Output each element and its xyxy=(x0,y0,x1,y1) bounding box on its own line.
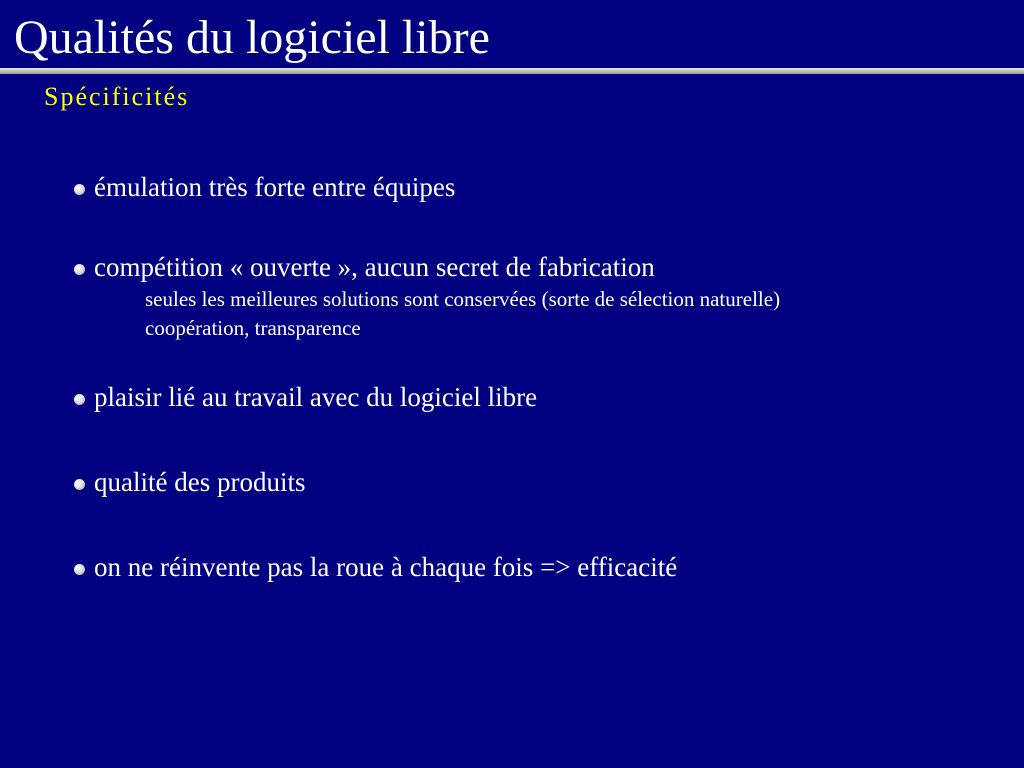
bullet-item-1 xyxy=(74,172,455,202)
title-divider xyxy=(0,68,1024,74)
bullet-item-2 xyxy=(74,252,655,282)
sub-item-1: seules les meilleures solutions sont conservées (sorte de sélection naturelle) xyxy=(145,287,781,311)
bullet-dot-icon xyxy=(74,479,85,490)
bullet-item-5 xyxy=(74,552,677,582)
bullet-item-3 xyxy=(74,382,537,412)
bullet-item-4 xyxy=(74,467,305,497)
sub-item-2: coopération, transparence xyxy=(145,316,361,340)
bullet-dot-icon xyxy=(74,264,85,275)
bullet-text: on ne réinvente pas la roue à chaque fois => efficacité xyxy=(94,552,678,582)
bullet-dot-icon xyxy=(74,394,85,405)
bullet-text: compétition « ouverte », aucun secret de fabrication xyxy=(94,252,655,282)
bullet-text: émulation très forte entre équipes xyxy=(94,172,456,202)
bullet-text: qualité des produits xyxy=(94,467,306,497)
slide-subtitle: Spécificités xyxy=(44,82,190,111)
slide-title: Qualités du logiciel libre xyxy=(14,11,490,64)
bullet-text: plaisir lié au travail avec du logiciel libre xyxy=(94,382,538,412)
bullet-dot-icon xyxy=(74,184,85,195)
bullet-dot-icon xyxy=(74,564,85,575)
